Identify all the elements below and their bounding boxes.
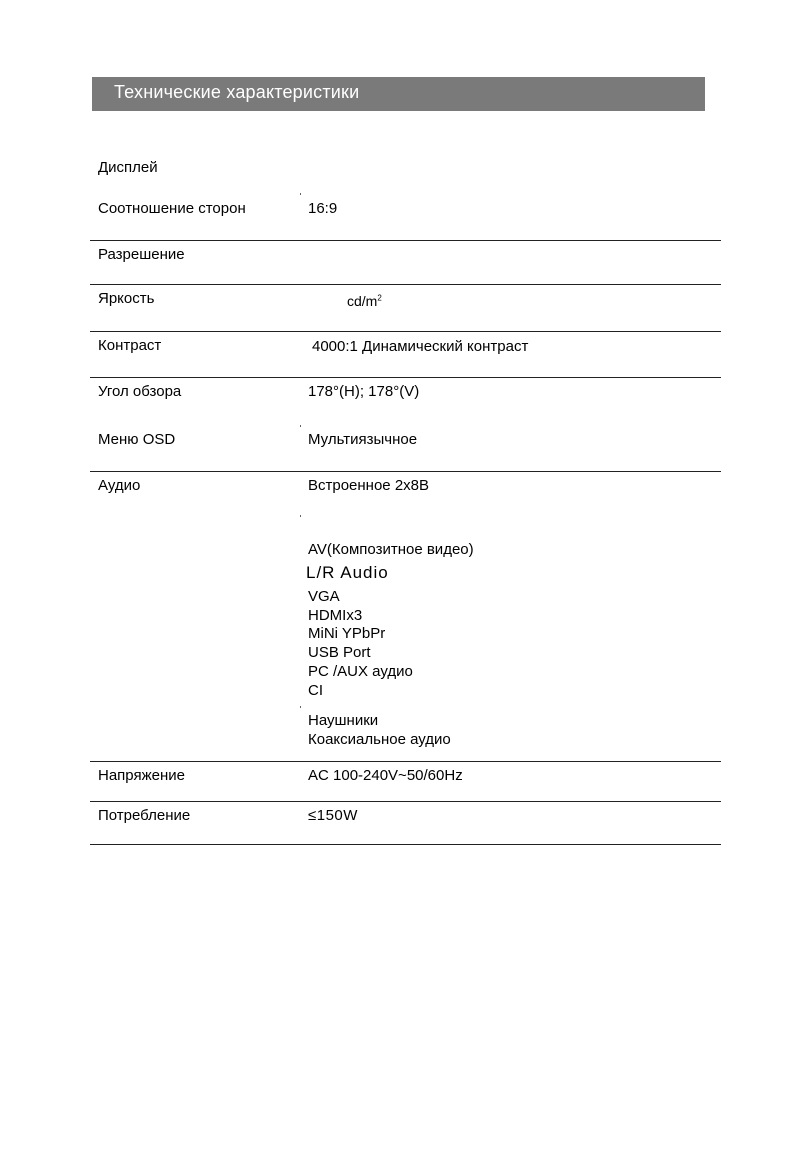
input-item: L/R Audio (306, 563, 389, 582)
spec-label-audio: Аудио (98, 477, 141, 494)
divider-line (90, 284, 721, 285)
spec-value-voltage: AC 100-240V~50/60Hz (308, 767, 463, 784)
divider-line (90, 377, 721, 378)
divider-line (90, 471, 721, 472)
spec-value-power: ≤150W (308, 807, 358, 824)
spec-value-contrast: 4000:1 Динамический контраст (312, 338, 529, 355)
divider-line (90, 801, 721, 802)
divider-line (90, 844, 721, 845)
divider-tick (300, 193, 301, 195)
input-item: MiNi YPbPr (308, 625, 386, 642)
divider-line (90, 331, 721, 332)
input-item: HDMIx3 (308, 607, 363, 624)
spec-label-contrast: Контраст (98, 337, 162, 354)
spec-value-osd: Мультиязычное (308, 431, 418, 448)
spec-label-viewing-angle: Угол обзора (98, 383, 182, 400)
spec-label-resolution: Разрешение (98, 246, 185, 263)
spec-value-brightness (347, 292, 382, 310)
section-header (92, 77, 705, 111)
spec-label-power: Потребление (98, 807, 191, 824)
brightness-unit-superscript: 2 (377, 293, 382, 303)
spec-label-voltage: Напряжение (98, 767, 185, 784)
spec-value-viewing-angle: 178°(H); 178°(V) (308, 383, 420, 400)
output-item: Наушники (308, 712, 379, 729)
input-item: CI (308, 682, 323, 699)
spec-value-audio: Встроенное 2x8В (308, 477, 430, 494)
divider-tick (300, 515, 301, 517)
spec-label-aspect: Соотношение сторон (98, 200, 246, 217)
input-item: AV(Композитное видео) (308, 541, 474, 558)
output-item: Коаксиальное аудио (308, 731, 451, 748)
divider-tick (300, 706, 301, 708)
divider-line (90, 761, 721, 762)
spec-label-osd: Меню OSD (98, 431, 176, 448)
input-item: USB Port (308, 644, 371, 661)
section-title: Технические характеристики (114, 82, 360, 102)
spec-value-aspect: 16:9 (308, 200, 338, 217)
spec-label-brightness: Яркость (98, 290, 155, 307)
input-item: VGA (308, 588, 340, 605)
spec-label-display: Дисплей (98, 159, 158, 176)
divider-line (90, 240, 721, 241)
brightness-unit: cd/m (347, 293, 378, 309)
input-item: PC /AUX аудио (308, 663, 413, 680)
divider-tick (300, 425, 301, 427)
